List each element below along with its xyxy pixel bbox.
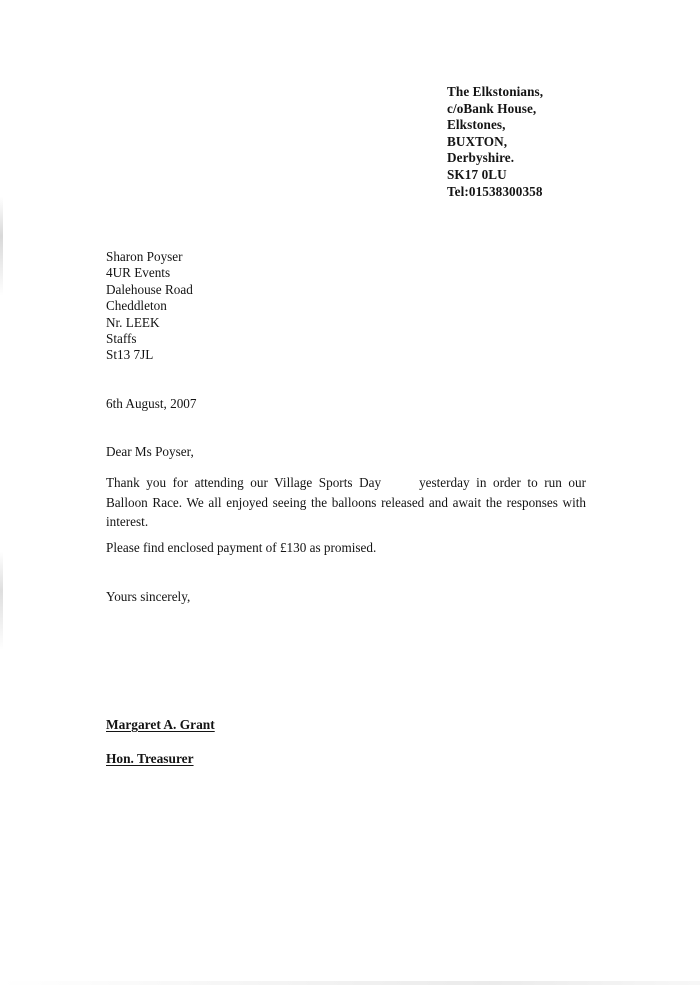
- recipient-name: Sharon Poyser: [106, 249, 183, 264]
- body-paragraph-2: Please find enclosed payment of £130 as promised.: [106, 540, 377, 555]
- sender-address-line: Elkstones,: [447, 117, 506, 133]
- body-paragraph-1-part-2: yesterday in order to run our Balloon Race. We all enjoyed seeing the balloons released and await the responses with interest.: [106, 475, 587, 529]
- scan-edge-artifact-left: [0, 0, 3, 985]
- body-paragraph-1-part-1: Thank you for attending our Village Sports Day: [106, 475, 382, 490]
- recipient-address-line: Dalehouse Road: [106, 281, 193, 297]
- recipient-address-line: 4UR Events: [106, 265, 171, 281]
- recipient-postcode: St13 7JL: [106, 347, 154, 363]
- sender-address-line: BUXTON,: [447, 133, 508, 149]
- sender-address-line: The Elkstonians,: [447, 84, 544, 99]
- signature-name: Margaret A. Grant: [106, 717, 215, 732]
- sender-address-line: Derbyshire.: [447, 150, 515, 166]
- scan-edge-artifact-bottom: [0, 981, 700, 985]
- signature-title: Hon. Treasurer: [106, 751, 194, 766]
- salutation: Dear Ms Poyser,: [106, 444, 194, 459]
- sender-address-block: [447, 84, 543, 200]
- sender-postcode: SK17 0LU: [447, 166, 507, 182]
- body-paragraph-1: [106, 473, 586, 532]
- recipient-address-block: [106, 249, 193, 364]
- recipient-address-line: Staffs: [106, 331, 137, 347]
- closing-line: Yours sincerely,: [106, 589, 191, 604]
- recipient-address-line: Cheddleton: [106, 298, 167, 314]
- sender-address-line: c/oBank House,: [447, 100, 537, 116]
- letter-date: 6th August, 2007: [106, 396, 197, 411]
- sender-telephone: Tel:01538300358: [447, 183, 543, 199]
- recipient-address-line: Nr. LEEK: [106, 314, 160, 330]
